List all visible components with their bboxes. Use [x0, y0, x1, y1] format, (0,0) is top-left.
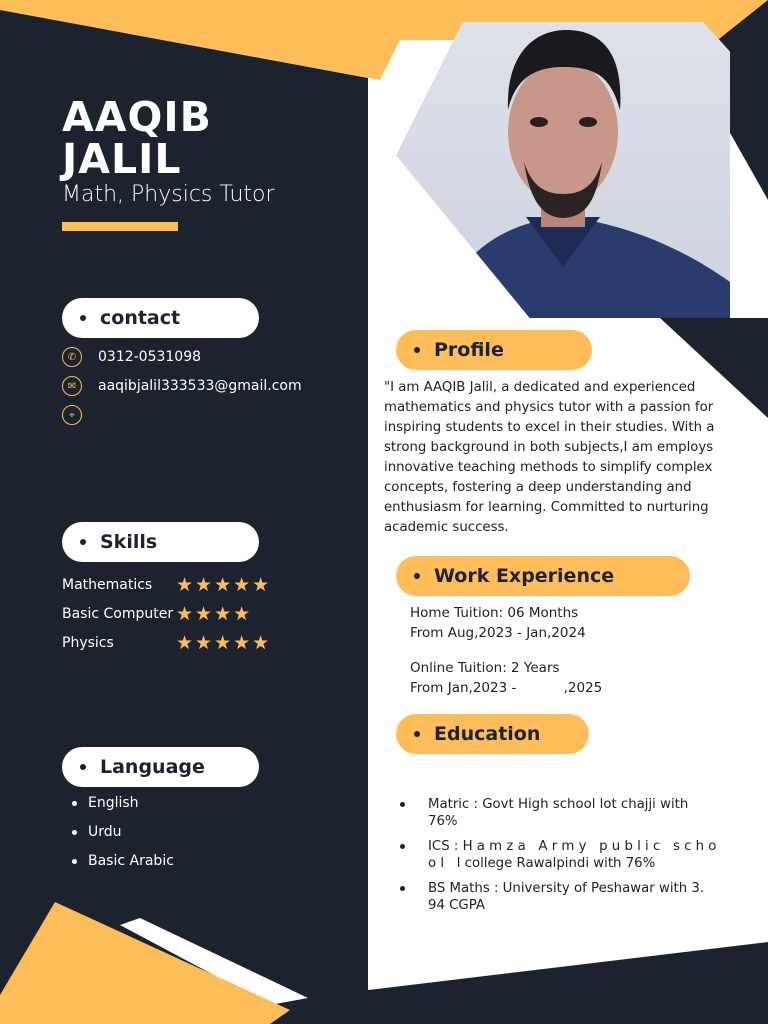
list-item [400, 796, 720, 830]
bullet-dot [72, 859, 77, 864]
skills-heading-label: Skills [100, 531, 158, 553]
list-item [400, 880, 720, 914]
job-title: Math, Physics Tutor [62, 182, 275, 207]
bullet-dot [400, 886, 405, 891]
education-list [400, 796, 720, 922]
profile-heading-label: Profile [434, 339, 504, 361]
education-heading-label: Education [434, 723, 541, 745]
skill-row [62, 574, 271, 596]
skill-label: Mathematics [62, 577, 153, 593]
contact-heading [62, 298, 259, 338]
education-heading [396, 714, 589, 754]
skills-heading [62, 522, 259, 562]
email-icon: ✉ [62, 376, 82, 396]
contact-email [62, 376, 302, 396]
star-rating: ★★★★★ [176, 632, 272, 654]
bullet-dot [400, 844, 405, 849]
language-label: Urdu [88, 824, 122, 840]
phone-number: 0312-0531098 [98, 349, 202, 365]
language-label: English [88, 795, 139, 811]
star-rating: ★★★★ [176, 603, 253, 625]
last-name: JALIL [62, 135, 182, 183]
language-item [72, 824, 122, 840]
language-item [72, 853, 174, 869]
education-entry: ICS : H a m z a A r m y p u b l i c s c h o o l l college Rawalpindi with 76% [428, 839, 721, 871]
bullet-dot [414, 731, 420, 737]
work-period: From Jan,2023 - ,2025 [410, 680, 603, 696]
bullet-dot [72, 801, 77, 806]
contact-phone [62, 347, 201, 367]
language-item [72, 795, 139, 811]
star-rating: ★★★★★ [176, 574, 272, 596]
work-title: Online Tuition: 2 Years [410, 660, 560, 676]
bullet-dot [400, 802, 405, 807]
language-heading [62, 747, 259, 787]
profile-summary: "I am AAQIB Jalil, a dedicated and experienced mathematics and physics tutor with a passion for inspiring students to excel in their studies. With a strong background in both subjects,I am employs innovative teaching methods to simplify complex concepts, fostering a deep understanding and enthusiasm for learning. Committed to nurturing academic success. [384, 380, 715, 535]
email-address: aaqibjalil333533@gmail.com [98, 378, 302, 394]
first-name: AAQIB [62, 93, 212, 141]
work-heading-label: Work Experience [434, 565, 615, 587]
skill-label: Physics [62, 635, 114, 651]
work-heading [396, 556, 690, 596]
work-item [410, 603, 586, 643]
profile-heading [396, 330, 592, 370]
bullet-dot [414, 347, 420, 353]
bullet-dot [414, 573, 420, 579]
contact-heading-label: contact [100, 307, 181, 329]
language-heading-label: Language [100, 756, 205, 778]
work-period: From Aug,2023 - Jan,2024 [410, 625, 586, 641]
bullet-dot [80, 764, 86, 770]
bullet-dot [80, 539, 86, 545]
skill-label: Basic Computer [62, 606, 174, 622]
skill-row [62, 603, 252, 625]
bullet-dot [72, 830, 77, 835]
work-item [410, 658, 602, 698]
work-title: Home Tuition: 06 Months [410, 605, 579, 621]
location-icon: ⌖ [62, 405, 82, 425]
list-item [400, 838, 720, 872]
language-label: Basic Arabic [88, 853, 174, 869]
skill-row [62, 632, 271, 654]
education-entry: BS Maths : University of Peshawar with 3. 94 CGPA [428, 881, 705, 913]
education-entry: Matric : Govt High school lot chajji with 76% [428, 797, 689, 829]
bullet-dot [80, 315, 86, 321]
contact-location [62, 405, 98, 425]
phone-icon: ✆ [62, 347, 82, 367]
accent-bar [62, 222, 178, 231]
candidate-name [62, 93, 212, 183]
